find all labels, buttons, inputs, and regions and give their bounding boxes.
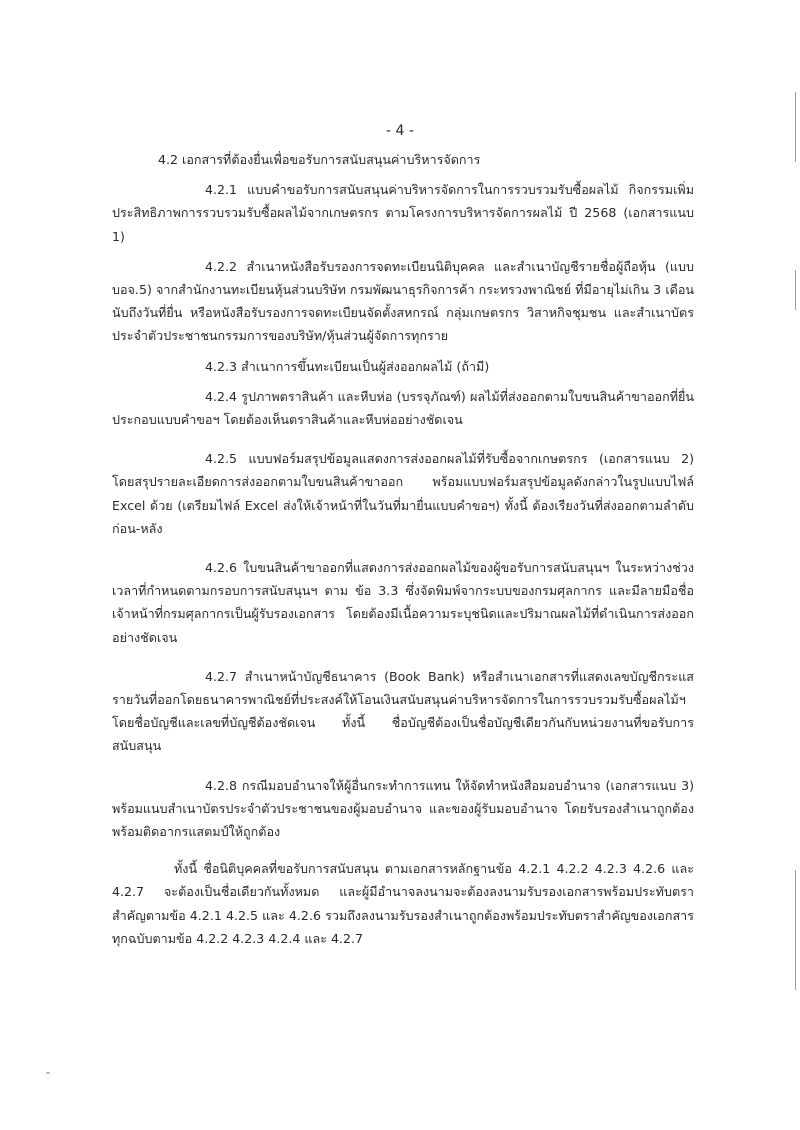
item-4-2-6: 4.2.6 ใบขนสินค้าขาออกที่แสดงการส่งออกผลไม้ของผู้ขอรับการสนับสนุนฯ ในระหว่างช่วงเวลาที่กำหนดตามกรอบการสนับสนุนฯ ตาม ข้อ 3.3 ซึ่งจัดพิมพ์จากระบบของกรมศุลกากร และมีลายมือชื่อเจ้าหน้าที่กรมศุลกากรเป็นผู้รับรองเอกสาร โดยต้องมีเนื้อความระบุชนิดและปริมาณผลไม้ที่ดำเนินการส่งออกอย่างชัดเจน [112,560,694,645]
scan-edge-mark [795,270,796,310]
scan-edge-mark [795,92,796,162]
section-heading: 4.2 เอกสารที่ต้องยื่นเพื่อขอรับการสนับสนุนค่าบริหารจัดการ [158,152,481,167]
item-4-2-4: 4.2.4 รูปภาพตราสินค้า และหีบห่อ (บรรจุภัณฑ์) ผลไม้ที่ส่งออกตามใบขนสินค้าขาออกที่ยื่นประกอบแบบคำขอฯ โดยต้องเห็นตราสินค้าและหีบห่ออย่างชัดเจน [112,388,694,428]
item-4-2-8: 4.2.8 กรณีมอบอำนาจให้ผู้อื่นกระทำการแทน ให้จัดทำหนังสือมอบอำนาจ (เอกสารแนบ 3) พร้อมแนบสำเนาบัตรประจำตัวประชาชนของผู้มอบอำนาจ และของผู้รับมอบอำนาจ โดยรับรองสำเนาถูกต้อง พร้อมติดอากรแสตมป์ให้ถูกต้อง [112,777,694,840]
item-4-2-7: 4.2.7 สำเนาหน้าบัญชีธนาคาร (Book Bank) หรือสำเนาเอกสารที่แสดงเลขบัญชีกระแสรายวันที่ออกโดยธนาคารพาณิชย์ที่ประสงค์ให้โอนเงินสนับสนุนค่าบริหารจัดการในการรวบรวมรับซื้อผลไม้ฯ โดยชื่อบัญชีและเลขที่บัญชีต้องชัดเจน ทั้งนี้ ชื่อบัญชีต้องเป็นชื่อบัญชีเดียวกันกับหน่วยงานที่ขอรับการสนับสนุน [112,668,694,754]
scan-dust-mark [46,1072,50,1074]
page-number: - 4 - [386,123,414,139]
item-4-2-5: 4.2.5 แบบฟอร์มสรุปข้อมูลแสดงการส่งออกผลไม้ที่รับซื้อจากเกษตรกร (เอกสารแนบ 2) โดยสรุปรายละเอียดการส่งออกตามใบขนสินค้าขาออก พร้อมแบบฟอร์มสรุปข้อมูลดังกล่าวในรูปแบบไฟล์ Excel ด้วย (เตรียมไฟล์ Excel ส่งให้เจ้าหน้าที่ในวันที่มายื่นแบบคำขอฯ) ทั้งนี้ ต้องเรียงวันที่ส่งออกตามลำดับก่อน-หลัง [112,451,694,536]
scan-edge-mark [795,870,796,990]
item-4-2-2: 4.2.2 สำเนาหนังสือรับรองการจดทะเบียนนิติบุคคล และสำเนาบัญชีรายชื่อผู้ถือหุ้น (แบบ บอจ.5) จากสำนักงานทะเบียนหุ้นส่วนบริษัท กรมพัฒนาธุรกิจการค้า กระทรวงพาณิชย์ ที่มีอายุไม่เกิน 3 เดือน นับถึงวันที่ยื่น หรือหนังสือรับรองการจดทะเบียนจัดตั้งสหกรณ์ กลุ่มเกษตรกร วิสาหกิจชุมชน และสำเนาบัตรประจำตัวประชาชนกรรมการของบริษัท/หุ้นส่วนผู้จัดการทุกราย [112,258,694,344]
item-4-2-1: 4.2.1 แบบคำขอรับการสนับสนุนค่าบริหารจัดการในการรวบรวมรับซื้อผลไม้ กิจกรรมเพิ่มประสิทธิภาพการรวบรวมรับซื้อผลไม้จากเกษตรกร ตามโครงการบริหารจัดการผลไม้ ปี 2568 (เอกสารแนบ 1) [112,182,694,244]
item-4-2-3: 4.2.3 สำเนาการขึ้นทะเบียนเป็นผู้ส่งออกผลไม้ (ถ้ามี) [205,358,490,374]
document-body [112,148,694,957]
closing-paragraph: ทั้งนี้ ชื่อนิติบุคคลที่ขอรับการสนับสนุน ตามเอกสารหลักฐานข้อ 4.2.1 4.2.2 4.2.3 4.2.6 และ 4.2.7 จะต้องเป็นชื่อเดียวกันทั้งหมด และผู้มีอำนาจลงนามจะต้องลงนามรับรองเอกสารพร้อมประทับตราสำคัญตามข้อ 4.2.1 4.2.5 และ 4.2.6 รวมถึงลงนามรับรองสำเนาถูกต้องพร้อมประทับตราสำคัญของเอกสารทุกฉบับตามข้อ 4.2.2 4.2.3 4.2.4 และ 4.2.7 [112,861,694,946]
